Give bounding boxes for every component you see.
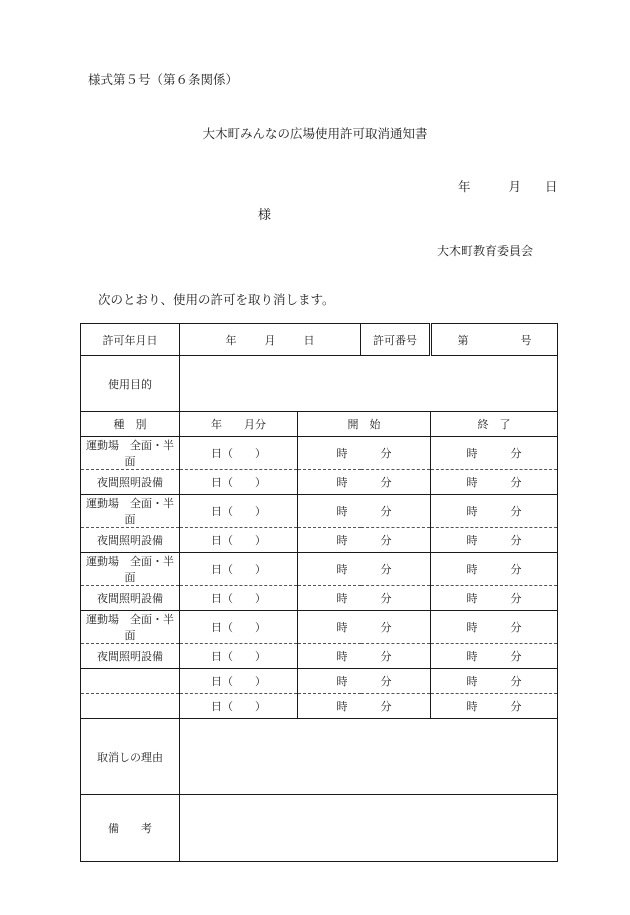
schedule-row — [81, 437, 558, 470]
schedule-end-time: 時 分 — [431, 644, 558, 669]
schedule-day: 日（ ） — [180, 644, 298, 669]
schedule-kind: 夜間照明設備 — [81, 528, 180, 553]
remarks-row — [81, 795, 558, 862]
schedule-kind: 夜間照明設備 — [81, 470, 180, 495]
schedule-start-time: 時 分 — [298, 495, 431, 528]
permit-row — [81, 324, 558, 356]
start-header: 開 始 — [298, 412, 431, 437]
schedule-row — [81, 586, 558, 611]
issue-date-year: 年 — [458, 179, 471, 194]
permit-date-day: 日 — [303, 333, 315, 347]
schedule-kind: 夜間照明設備 — [81, 644, 180, 669]
schedule-day: 日（ ） — [180, 470, 298, 495]
year-month-header: 年 月分 — [180, 412, 298, 437]
end-header: 終 了 — [431, 412, 558, 437]
schedule-day: 日（ ） — [180, 611, 298, 644]
schedule-start-time: 時 分 — [298, 528, 431, 553]
issue-date-day: 日 — [545, 179, 558, 194]
permit-number-prefix: 第 — [457, 333, 469, 347]
schedule-day: 日（ ） — [180, 694, 298, 719]
schedule-day: 日（ ） — [180, 437, 298, 470]
permit-date-value — [180, 324, 361, 356]
permit-number-value — [431, 324, 558, 356]
schedule-end-time: 時 分 — [431, 669, 558, 694]
schedule-end-time: 時 分 — [431, 611, 558, 644]
permit-date-year: 年 — [225, 333, 237, 347]
schedule-kind — [81, 694, 180, 719]
schedule-end-time: 時 分 — [431, 694, 558, 719]
schedule-row — [81, 495, 558, 528]
schedule-end-time: 時 分 — [431, 495, 558, 528]
reason-value — [180, 719, 558, 795]
schedule-end-time: 時 分 — [431, 437, 558, 470]
schedule-kind — [81, 669, 180, 694]
permit-number-label: 許可番号 — [361, 324, 431, 356]
notice-text: 次のとおり、使用の許可を取り消します。 — [98, 292, 335, 307]
issue-date-month: 月 — [508, 179, 522, 194]
schedule-day: 日（ ） — [180, 586, 298, 611]
schedule-row — [81, 611, 558, 644]
purpose-row — [81, 356, 558, 412]
issuer-name: 大木町教育委員会 — [437, 244, 534, 258]
schedule-kind: 運動場 全面・半面 — [81, 437, 180, 470]
schedule-row — [81, 553, 558, 586]
schedule-row — [81, 669, 558, 694]
schedule-rows — [81, 437, 558, 719]
schedule-day: 日（ ） — [180, 495, 298, 528]
schedule-start-time: 時 分 — [298, 669, 431, 694]
document-title: 大木町みんなの広場使用許可取消通知書 — [202, 126, 428, 141]
purpose-value — [180, 356, 558, 412]
schedule-start-time: 時 分 — [298, 437, 431, 470]
form-number: 様式第５号（第６条関係） — [88, 72, 239, 87]
schedule-row — [81, 644, 558, 669]
remarks-value — [180, 795, 558, 862]
schedule-day: 日（ ） — [180, 553, 298, 586]
permit-date-label: 許可年月日 — [81, 324, 180, 356]
schedule-start-time: 時 分 — [298, 644, 431, 669]
schedule-start-time: 時 分 — [298, 470, 431, 495]
reason-label: 取消しの理由 — [81, 719, 180, 795]
schedule-end-time: 時 分 — [431, 553, 558, 586]
schedule-row — [81, 694, 558, 719]
kind-header: 種 別 — [81, 412, 180, 437]
issue-date — [458, 177, 558, 195]
schedule-day: 日（ ） — [180, 528, 298, 553]
permit-date-month: 月 — [264, 333, 276, 347]
schedule-header-row — [81, 412, 558, 437]
purpose-label: 使用目的 — [81, 356, 180, 412]
schedule-kind: 運動場 全面・半面 — [81, 553, 180, 586]
schedule-end-time: 時 分 — [431, 470, 558, 495]
schedule-kind: 運動場 全面・半面 — [81, 611, 180, 644]
cancellation-form-table — [80, 323, 558, 862]
reason-row — [81, 719, 558, 795]
schedule-kind: 夜間照明設備 — [81, 586, 180, 611]
schedule-start-time: 時 分 — [298, 694, 431, 719]
schedule-end-time: 時 分 — [431, 528, 558, 553]
addressee-suffix: 様 — [258, 208, 272, 223]
schedule-kind: 運動場 全面・半面 — [81, 495, 180, 528]
schedule-start-time: 時 分 — [298, 611, 431, 644]
schedule-start-time: 時 分 — [298, 553, 431, 586]
schedule-row — [81, 528, 558, 553]
schedule-start-time: 時 分 — [298, 586, 431, 611]
permit-number-suffix: 号 — [520, 333, 532, 347]
remarks-label: 備 考 — [81, 795, 180, 862]
schedule-row — [81, 470, 558, 495]
schedule-end-time: 時 分 — [431, 586, 558, 611]
schedule-day: 日（ ） — [180, 669, 298, 694]
